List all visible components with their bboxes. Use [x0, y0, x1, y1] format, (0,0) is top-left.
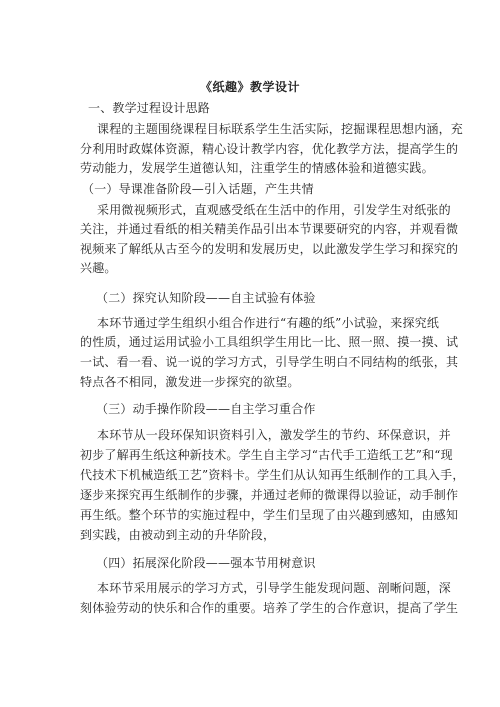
- paragraph-line: 关注，并通过看纸的相关精美作品引出本节课要研究的内容，并观看微: [80, 222, 459, 236]
- paragraph-line: 兴趣。: [80, 261, 117, 275]
- paragraph-line: 本环节采用展示的学习方式，引导学生能发现问题、剖晰问题，深: [97, 581, 451, 595]
- paragraph-line: 逐步来探究再生纸制作的步骤，并通过老师的微课得以验证，动手制作: [80, 488, 459, 502]
- paragraph-line: 特点各不相同，激发进一步探究的欲望。: [80, 375, 300, 389]
- paragraph-line: 本环节从一段环保知识资料引入，激发学生的节约、环保意识，并: [97, 428, 451, 442]
- paragraph-line: 到实践，由被动到主动的升华阶段，: [80, 528, 276, 542]
- paragraph-line: 再生纸。整个环节的实施过程中，学生们呈现了由兴趣到感知，由感知: [80, 508, 459, 522]
- heading-section-1: 一、教学过程设计思路: [88, 101, 211, 115]
- heading-subsection: （三）动手操作阶段——自主学习重合作: [96, 402, 316, 416]
- heading-subsection: （四）拓展深化阶段——强本节用树意识: [96, 556, 316, 570]
- paragraph-line: 初步了解再生纸这种新技术。学生自主学习“古代手工造纸工艺”和“现: [80, 448, 453, 462]
- paragraph-line: 代技术下机械造纸工艺”资料卡。学生们从认知再生纸制作的工具入手，: [80, 468, 465, 482]
- heading-subsection: （一）导课准备阶段—引入话题，产生共情: [82, 182, 314, 196]
- paragraph-line: 视频来了解纸从古至今的发明和发展历史，以此激发学生学习和探究的: [80, 242, 459, 256]
- paragraph-line: 采用微视频形式，直观感受纸在生活中的作用，引发学生对纸张的: [97, 203, 451, 217]
- paragraph-line: 的性质，通过运用试验小工具组织学生用比一比、照一照、摸一摸、试: [80, 335, 459, 349]
- paragraph-line: 一试、看一看、说一说的学习方式，引导学生明白不同结构的纸张，其: [80, 355, 459, 369]
- document-title: 《纸趣》教学设计: [199, 80, 300, 94]
- paragraph-line: 本环节通过学生组织小组合作进行“有趣的纸”小试验，来探究纸: [97, 316, 440, 330]
- paragraph-line: 劳动能力，发展学生道德认知，注重学生的情感体验和道德实践。: [80, 161, 434, 175]
- paragraph-line: 刻体验劳动的快乐和合作的重要。培养了学生的合作意识，提高了学生: [80, 601, 459, 615]
- paragraph-line: 分利用时政媒体资源，精心设计教学内容，优化教学方法，提高学生的: [80, 142, 459, 156]
- paragraph-line: 课程的主题围绕课程目标联系学生生活实际，挖掘课程思想内涵，充: [97, 122, 464, 136]
- heading-subsection: （二）探究认知阶段——自主试验有体验: [96, 291, 316, 305]
